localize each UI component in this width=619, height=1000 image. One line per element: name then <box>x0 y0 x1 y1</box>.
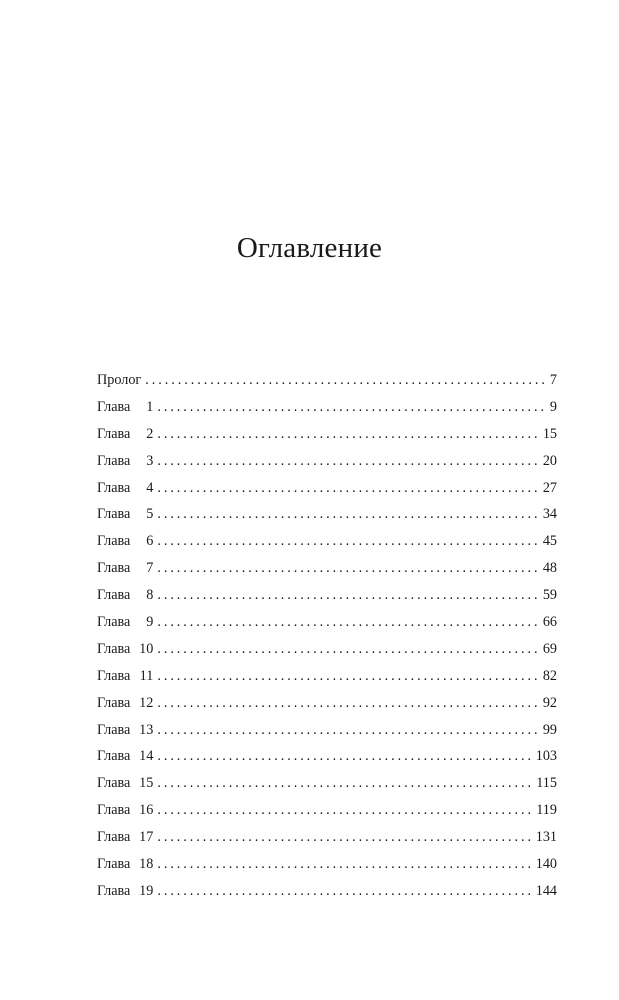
toc-entry-label <box>97 720 153 740</box>
toc-entry <box>97 478 557 505</box>
chapter-number: 4 <box>146 479 154 496</box>
chapter-word: Глава <box>97 452 131 469</box>
toc-entry-label <box>97 370 141 390</box>
toc-page-number: 27 <box>542 479 557 496</box>
dot-leader <box>157 504 540 524</box>
toc-page-number: 103 <box>535 748 557 765</box>
toc-entry <box>97 639 557 666</box>
toc-page-number: 59 <box>542 587 557 604</box>
chapter-word: Глава <box>97 802 131 819</box>
chapter-word: Глава <box>97 856 131 873</box>
dot-leader <box>157 531 540 551</box>
toc-entry-label <box>97 639 153 659</box>
chapter-word: Глава <box>97 775 131 792</box>
dot-leader <box>157 558 540 578</box>
toc-entry-label <box>97 854 153 874</box>
dot-leader <box>157 397 548 417</box>
chapter-word: Глава <box>97 560 131 577</box>
toc-entry-label <box>97 558 153 578</box>
chapter-number: 3 <box>146 452 154 469</box>
toc-page-number: 48 <box>542 560 557 577</box>
toc-entry <box>97 693 557 720</box>
toc-entry-label <box>97 746 153 766</box>
chapter-number: 9 <box>146 614 154 631</box>
chapter-number: 19 <box>139 882 154 899</box>
toc-entry <box>97 585 557 612</box>
dot-leader <box>157 773 534 793</box>
chapter-number: 2 <box>146 425 154 442</box>
toc-entry-label <box>97 800 153 820</box>
toc-page-number: 15 <box>542 425 557 442</box>
chapter-number: 5 <box>146 506 154 523</box>
toc-page-number: 66 <box>542 614 557 631</box>
toc-page-number: 7 <box>549 372 557 388</box>
toc-entry <box>97 397 557 424</box>
dot-leader <box>157 693 540 713</box>
toc-entry <box>97 854 557 881</box>
toc-page-number: 144 <box>535 882 557 899</box>
chapter-word: Глава <box>97 425 131 442</box>
toc-entry-label <box>97 504 153 524</box>
toc-entry <box>97 746 557 773</box>
toc-entry <box>97 424 557 451</box>
chapter-number: 1 <box>146 398 154 415</box>
toc-entry <box>97 531 557 558</box>
chapter-number: 11 <box>139 667 154 684</box>
toc-entry-label <box>97 478 153 498</box>
chapter-number: 17 <box>139 829 154 846</box>
chapter-word: Глава <box>97 398 131 415</box>
toc-entry <box>97 558 557 585</box>
chapter-word: Глава <box>97 587 131 604</box>
chapter-word: Глава <box>97 667 131 684</box>
chapter-number: 12 <box>139 694 154 711</box>
toc-entry <box>97 827 557 854</box>
toc-entry-label <box>97 585 153 605</box>
dot-leader <box>157 639 540 659</box>
chapter-word: Глава <box>97 882 131 899</box>
toc-page-number: 34 <box>542 506 557 523</box>
toc-entry-label <box>97 397 153 417</box>
dot-leader <box>157 746 533 766</box>
toc-page-number: 99 <box>542 721 557 738</box>
toc-page-number: 69 <box>542 640 557 657</box>
toc-entry-label <box>97 424 153 444</box>
chapter-word: Глава <box>97 748 131 765</box>
chapter-number: 18 <box>139 856 154 873</box>
toc-entry-label <box>97 773 153 793</box>
toc-entry-label <box>97 881 153 901</box>
chapter-word: Пролог <box>97 372 142 388</box>
toc-entry <box>97 504 557 531</box>
toc-entry <box>97 612 557 639</box>
toc-entry-label <box>97 666 153 686</box>
dot-leader <box>157 854 533 874</box>
chapter-word: Глава <box>97 694 131 711</box>
toc-entry-label <box>97 827 153 847</box>
toc-entry <box>97 881 557 908</box>
dot-leader <box>157 424 540 444</box>
toc-entry <box>97 720 557 747</box>
chapter-number: 7 <box>146 560 154 577</box>
dot-leader <box>157 612 540 632</box>
toc-entry-label <box>97 531 153 551</box>
dot-leader <box>157 451 540 471</box>
toc-page-number: 131 <box>535 829 557 846</box>
page-title: Оглавление <box>236 232 383 264</box>
dot-leader <box>157 720 540 740</box>
toc-page-number: 140 <box>535 856 557 873</box>
table-of-contents <box>97 370 557 908</box>
toc-entry-label <box>97 612 153 632</box>
toc-entry <box>97 666 557 693</box>
dot-leader <box>157 585 540 605</box>
dot-leader <box>157 478 540 498</box>
chapter-number: 16 <box>139 802 154 819</box>
chapter-number: 13 <box>139 721 154 738</box>
toc-page-number: 9 <box>549 398 557 415</box>
toc-entry <box>97 800 557 827</box>
toc-page-number: 119 <box>536 802 557 819</box>
toc-page-number: 82 <box>542 667 557 684</box>
chapter-number: 6 <box>146 533 154 550</box>
dot-leader <box>157 800 534 820</box>
chapter-word: Глава <box>97 829 131 846</box>
dot-leader <box>157 666 540 686</box>
toc-page-number: 20 <box>542 452 557 469</box>
toc-entry-label <box>97 693 153 713</box>
toc-page-number: 45 <box>542 533 557 550</box>
chapter-number: 8 <box>146 587 154 604</box>
toc-entry-label <box>97 451 153 471</box>
chapter-word: Глава <box>97 479 131 496</box>
chapter-number: 15 <box>139 775 154 792</box>
chapter-word: Глава <box>97 640 131 657</box>
chapter-word: Глава <box>97 721 131 738</box>
toc-entry <box>97 451 557 478</box>
chapter-word: Глава <box>97 614 131 631</box>
chapter-number: 14 <box>139 748 154 765</box>
dot-leader <box>157 881 533 901</box>
dot-leader <box>157 827 533 847</box>
toc-page-number: 92 <box>542 694 557 711</box>
toc-page-number: 115 <box>536 775 557 792</box>
toc-entry <box>97 773 557 800</box>
toc-entry-prologue <box>97 370 557 397</box>
chapter-word: Глава <box>97 533 131 550</box>
dot-leader <box>145 370 548 390</box>
chapter-number: 10 <box>139 640 154 657</box>
chapter-word: Глава <box>97 506 131 523</box>
